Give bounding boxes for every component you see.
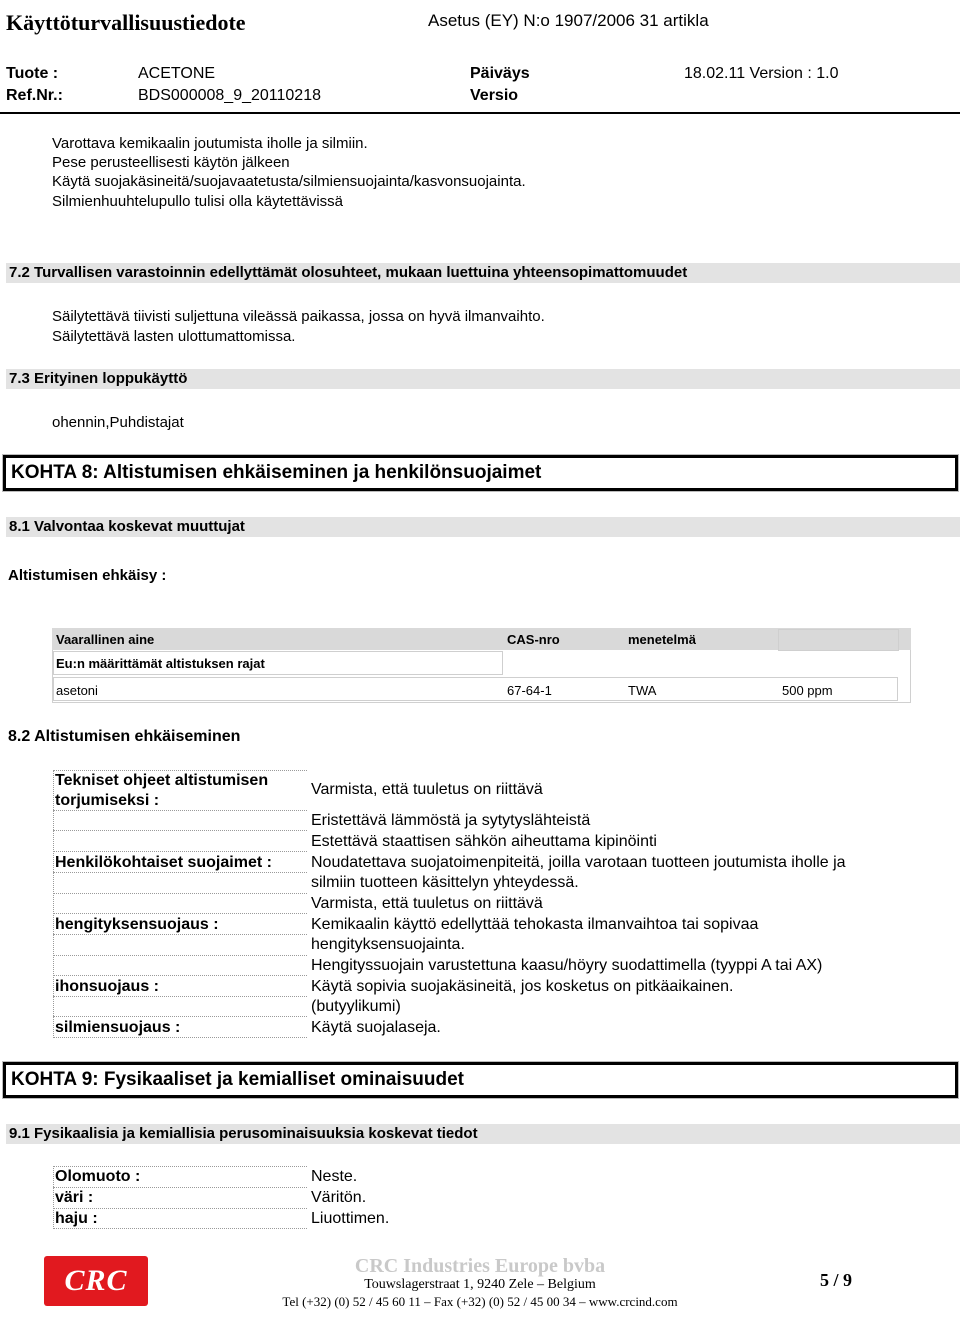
date-label: Päiväys [470,65,530,82]
dotted-rule [53,851,307,852]
eye-value: Käytä suojalaseja. [311,1019,441,1036]
skin-label: ihonsuojaus : [55,978,159,995]
product-value: ACETONE [138,65,216,82]
col-substance: Vaarallinen aine [56,632,155,647]
property-label-odour: haju : [55,1210,98,1227]
ref-label: Ref.Nr.: [6,87,63,104]
dotted-rule [53,1016,307,1017]
respiratory-value-1: Kemikaalin käyttö edellyttää tehokasta ilmanvaihtoa tai sopivaa [311,916,759,933]
storage-line-1: Säilytettävä tiivisti suljettuna vileässä paikassa, jossa on hyvä ilmanvaihto. [52,308,545,325]
personal-value-5: Varmista, että tuuletus on riittävä [311,895,543,912]
respiratory-value-2: hengityksensuojainta. [311,936,465,953]
label-column-border [53,1166,54,1229]
respiratory-label: hengityksensuojaus : [55,916,219,933]
dotted-rule [53,830,307,831]
intro-line-4: Silmienhuuhtelupullo tulisi olla käytettävissä [52,193,343,210]
col-method: menetelmä [628,632,696,647]
tech-label-1: Tekniset ohjeet altistumisen [55,772,269,789]
personal-value-1: Eristettävä lämmöstä ja sytytyslähteistä [311,812,591,829]
exposure-control-label: Altistumisen ehkäisy : [8,567,167,584]
header-divider [0,112,960,114]
crc-logo-text: CRC [64,1264,128,1297]
version-label: Versio [470,87,519,104]
eye-label: silmiensuojaus : [55,1019,181,1036]
property-value-odour: Liuottimen. [311,1210,390,1227]
storage-line-2: Säilytettävä lasten ulottumattomissa. [52,328,296,345]
personal-value-2: Estettävä staattisen sähkön aiheuttama kipinöinti [311,833,657,850]
col-cas: CAS-nro [507,632,560,647]
dotted-rule [53,893,307,894]
tech-label-2: torjumiseksi : [55,792,160,809]
respiratory-value-3: Hengityssuojain varustettuna kaasu/höyry suodattimella (tyyppi A tai AX) [311,957,823,974]
personal-value-4: silmiin tuotteen käsittelyn yhteydessä. [311,874,579,891]
document-title: Käyttöturvallisuustiedote [6,10,246,35]
page-number: 5 / 9 [820,1270,853,1290]
intro-line-1: Varottava kemikaalin joutumista iholle ja silmiin. [52,135,368,152]
property-label-colour: väri : [55,1189,94,1206]
ref-value: BDS000008_9_20110218 [138,87,321,104]
intro-line-2: Pese perusteellisesti käytön jälkeen [52,154,290,171]
table-row [53,677,898,701]
dotted-rule [53,955,307,956]
method-cell: TWA [628,683,657,698]
tech-value: Varmista, että tuuletus on riittävä [311,781,543,798]
section-9-title: KOHTA 9: Fysikaaliset ja kemialliset ominaisuudet [3,1062,958,1098]
skin-value-1: Käytä sopivia suojakäsineitä, jos kosketus on pitkäaikainen. [311,978,734,995]
personal-value-3: Noudatettava suojatoimenpiteitä, joilla varotaan tuotteen joutumista iholle ja [311,854,846,871]
heading-7-2: 7.2 Turvallisen varastoinnin edellyttämät olosuhteet, mukaan luettuina yhteensopimattomuudet [6,263,960,283]
personal-label: Henkilökohtaiset suojaimet : [55,854,272,871]
table-header-cell-empty [778,629,899,651]
date-value: 18.02.11 Version : 1.0 [684,65,839,82]
skin-value-2: (butyylikumi) [311,998,401,1015]
heading-8-1: 8.1 Valvontaa koskevat muuttujat [6,517,960,537]
substance-cell: asetoni [56,683,98,698]
property-label-state: Olomuoto : [55,1168,141,1185]
product-label: Tuote : [6,65,59,82]
cas-cell: 67-64-1 [507,683,552,698]
heading-9-1: 9.1 Fysikaalisia ja kemiallisia perusominaisuuksia koskevat tiedot [6,1124,960,1144]
section-8-title: KOHTA 8: Altistumisen ehkäiseminen ja henkilönsuojaimet [3,455,958,491]
dotted-rule [53,913,307,914]
company-address: Touwslagerstraat 1, 9240 Zele – Belgium [364,1277,596,1292]
company-contact: Tel (+32) (0) 52 / 45 60 11 – Fax (+32) (0) 52 / 45 00 34 – www.crcind.com [282,1294,678,1309]
dotted-rule [53,975,307,976]
heading-7-3: 7.3 Erityinen loppukäyttö [6,369,960,389]
company-name: CRC Industries Europe bvba [354,1255,606,1277]
eu-limits-label: Eu:n määrittämät altistuksen rajat [56,656,265,671]
property-value-colour: Väritön. [311,1189,367,1206]
property-value-state: Neste. [311,1168,358,1185]
end-use-text: ohennin,Puhdistajat [52,414,184,431]
intro-line-3: Käytä suojakäsineitä/suojavaatetusta/silmiensuojainta/kasvonsuojainta. [52,173,526,190]
regulation-reference: Asetus (EY) N:o 1907/2006 31 artikla [428,11,709,30]
heading-8-2: 8.2 Altistumisen ehkäiseminen [8,728,241,745]
limit-value-cell: 500 ppm [782,683,833,698]
